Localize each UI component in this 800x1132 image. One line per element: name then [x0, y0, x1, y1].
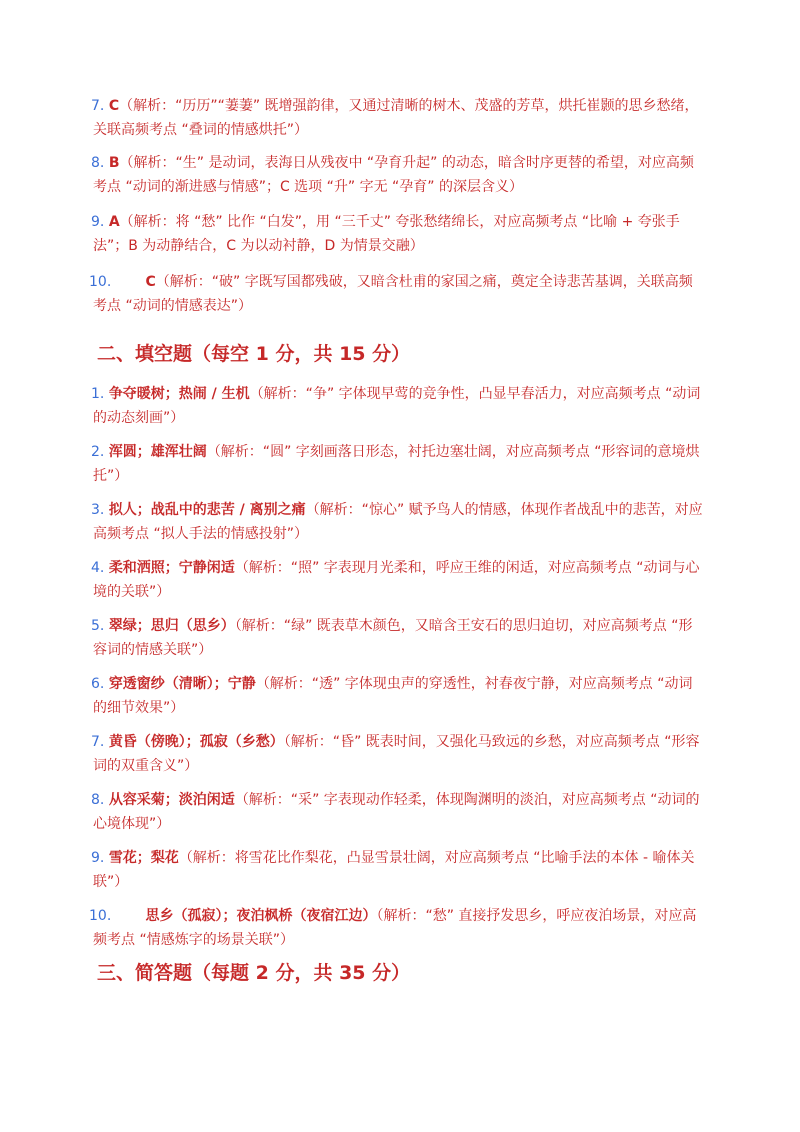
fill-item-6 [93, 672, 705, 720]
item-explanation: （解析：“破” 字既写国都残破，又暗含杜甫的家国之痛，奠定全诗悲苦基调，关联高频考点 “动词的情感表达”） [93, 274, 693, 314]
item-explanation: （解析：“绿” 既表草木颜色，又暗含王安石的思归迫切，对应高频考点 “形容词的情感关联”） [93, 618, 693, 658]
item-answer: B [108, 155, 120, 171]
item-answer: 浑圆；雄浑壮阔 [108, 444, 207, 460]
item-number: 9. [91, 850, 105, 866]
choice-item-9 [93, 210, 705, 258]
item-explanation: （解析：“争” 字体现早莺的竞争性，凸显早春活力，对应高频考点 “动词的动态刻画”） [93, 386, 701, 426]
fill-item-5 [93, 614, 705, 662]
item-explanation: （解析：“圆” 字刻画落日形态，衬托边塞壮阔，对应高频考点 “形容词的意境烘托”） [93, 444, 700, 484]
fill-item-4 [93, 556, 705, 604]
item-number: 3. [91, 502, 105, 518]
item-number: 10. [89, 908, 112, 924]
choice-item-10 [89, 270, 705, 318]
item-number: 6. [91, 676, 105, 692]
item-explanation: （解析：将雪花比作梨花，凸显雪景壮阔，对应高频考点 “比喻手法的本体 - 喻体关联”） [93, 850, 695, 890]
item-answer: 拟人；战乱中的悲苦 / 离别之痛 [108, 502, 306, 518]
fill-item-9 [93, 846, 705, 894]
fill-item-1 [93, 382, 705, 430]
item-number: 2. [91, 444, 105, 460]
item-number: 7. [91, 734, 105, 750]
fill-item-10 [89, 904, 705, 952]
item-answer: C [108, 98, 120, 114]
item-explanation: （解析：“透” 字体现虫声的穿透性，衬春夜宁静，对应高频考点 “动词的细节效果”） [93, 676, 693, 716]
item-answer: 黄昏（傍晚）；孤寂（乡愁） [108, 734, 284, 750]
item-explanation: （解析：“历历”“萋萋” 既增强韵律，又通过清晰的树木、茂盛的芳草，烘托崔颢的思乡愁绪，关联高频考点 “叠词的情感烘托”） [93, 98, 699, 138]
section-heading-short-answer: 三、简答题（每题 2 分，共 35 分） [97, 962, 411, 984]
choice-item-7 [93, 94, 705, 142]
item-explanation: （解析：“采” 字表现动作轻柔，体现陶渊明的淡泊，对应高频考点 “动词的心境体现”） [93, 792, 700, 832]
item-number: 5. [91, 618, 105, 634]
fill-item-3 [93, 498, 705, 546]
item-answer: A [108, 214, 120, 230]
item-number: 8. [91, 792, 105, 808]
item-number: 4. [91, 560, 105, 576]
item-answer: 雪花；梨花 [108, 850, 179, 866]
item-explanation: （解析：“昏” 既表时间，又强化马致远的乡愁，对应高频考点 “形容词的双重含义”） [93, 734, 700, 774]
item-number: 9. [91, 214, 105, 230]
fill-item-2 [93, 440, 705, 488]
item-number: 10. [89, 274, 112, 290]
item-explanation: （解析：“惊心” 赋予鸟人的情感，体现作者战乱中的悲苦，对应高频考点 “拟人手法的情感投射”） [93, 502, 703, 542]
item-explanation: （解析：“愁” 直接抒发思乡，呼应夜泊场景，对应高频考点 “情感炼字的场景关联”） [93, 908, 697, 948]
item-explanation: （解析：“生” 是动词，表海日从残夜中 “孕育升起” 的动态，暗含时序更替的希望，对应高频考点 “动词的渐进感与情感”；C 选项 “升” 字无 “孕育” 的深层含义） [93, 155, 694, 195]
item-answer: 柔和洒照；宁静闲适 [108, 560, 235, 576]
item-number: 7. [91, 98, 105, 114]
choice-item-8 [93, 151, 705, 199]
item-answer: 穿透窗纱（清晰）；宁静 [108, 676, 256, 692]
item-number: 8. [91, 155, 105, 171]
section-heading-fill-in: 二、填空题（每空 1 分，共 15 分） [97, 343, 411, 365]
fill-item-8 [93, 788, 705, 836]
item-answer: C [145, 274, 156, 290]
item-explanation: （解析：将 “愁” 比作 “白发”，用 “三千丈” 夸张愁绪绵长，对应高频考点 “比喻 + 夸张手法”；B 为动静结合，C 为以动衬静，D 为情景交融） [93, 214, 680, 254]
item-answer: 翠绿；思归（思乡） [108, 618, 235, 634]
item-answer: 争夺暖树；热闹 / 生机 [108, 386, 250, 402]
item-answer: 从容采菊；淡泊闲适 [108, 792, 235, 808]
item-answer: 思乡（孤寂）；夜泊枫桥（夜宿江边） [145, 908, 377, 924]
item-number: 1. [91, 386, 105, 402]
fill-item-7 [93, 730, 705, 778]
item-explanation: （解析：“照” 字表现月光柔和，呼应王维的闲适，对应高频考点 “动词与心境的关联”） [93, 560, 700, 600]
